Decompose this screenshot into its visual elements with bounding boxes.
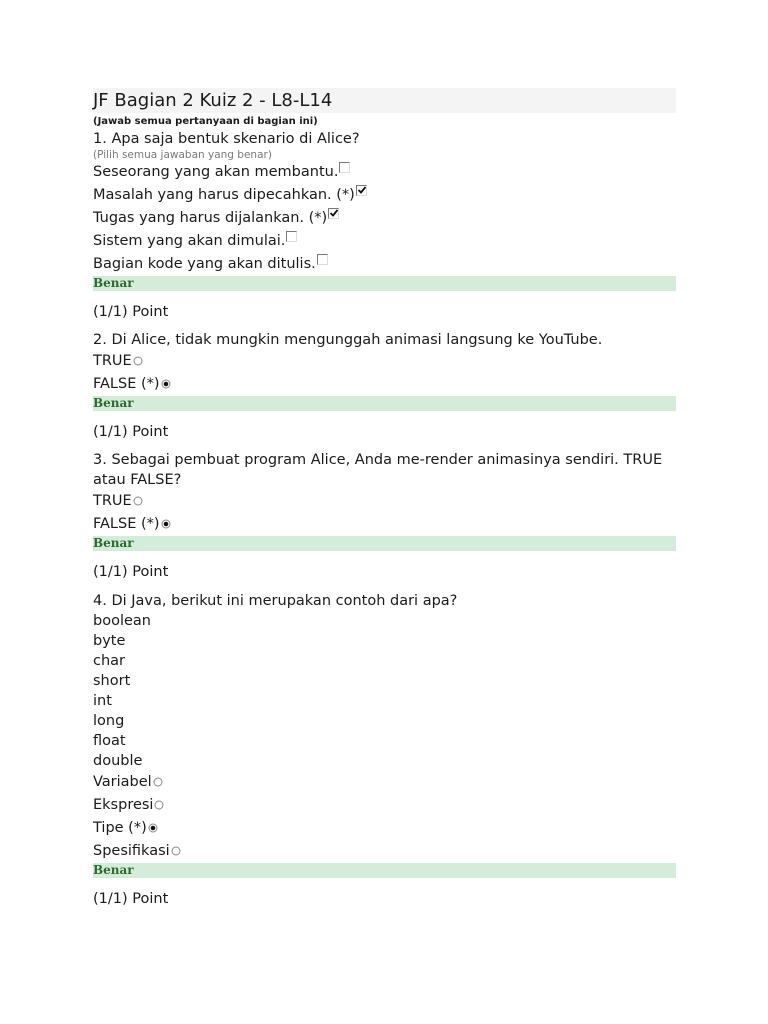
- answer-option[interactable]: [93, 161, 676, 184]
- question-1: [93, 129, 676, 322]
- question-4-point: (1/1) Point: [93, 891, 169, 907]
- answer-option-label: Ekspresi: [93, 797, 154, 813]
- quiz-title: JF Bagian 2 Kuiz 2 - L8-L14: [93, 88, 676, 113]
- question-2-point: (1/1) Point: [93, 424, 169, 440]
- question-1-hint: (Pilih semua jawaban yang benar): [93, 149, 272, 161]
- radio-icon[interactable]: [133, 351, 142, 360]
- answer-option-label: TRUE: [93, 493, 132, 509]
- question-4-text: 4. Di Java, berikut ini merupakan contoh dari apa?: [93, 593, 458, 609]
- answer-option-label: FALSE (*): [93, 376, 160, 392]
- quiz-subtitle: (Jawab semua pertanyaan di bagian ini): [93, 116, 318, 127]
- type-list-item: double: [93, 753, 143, 769]
- type-list-item: boolean: [93, 613, 151, 629]
- type-list-item: char: [93, 653, 126, 669]
- checkbox-icon[interactable]: [286, 231, 297, 242]
- question-3-point: (1/1) Point: [93, 564, 169, 580]
- checkbox-icon[interactable]: [339, 162, 350, 173]
- radio-selected-icon[interactable]: [148, 818, 157, 827]
- answer-option[interactable]: [93, 840, 676, 863]
- answer-option[interactable]: [93, 253, 676, 276]
- answer-option-label: Tugas yang harus dijalankan. (*): [93, 210, 328, 226]
- checkmark-icon: [329, 208, 339, 218]
- answer-option-label: Masalah yang harus dipecahkan. (*): [93, 187, 355, 203]
- question-3-result: Benar: [93, 536, 676, 551]
- question-4-options: [93, 771, 676, 863]
- question-4-type-list: [93, 611, 676, 771]
- answer-option[interactable]: [93, 513, 676, 536]
- type-list-item: long: [93, 713, 125, 729]
- answer-option-label: Seseorang yang akan membantu.: [93, 164, 339, 180]
- type-list-item: byte: [93, 633, 126, 649]
- question-4: [93, 591, 676, 909]
- answer-option[interactable]: [93, 794, 676, 817]
- question-2-text: 2. Di Alice, tidak mungkin mengunggah animasi langsung ke YouTube.: [93, 332, 603, 348]
- radio-icon[interactable]: [154, 795, 163, 804]
- radio-icon[interactable]: [171, 841, 180, 850]
- checkbox-checked-icon[interactable]: [328, 208, 339, 219]
- answer-option[interactable]: [93, 771, 676, 794]
- answer-option-label: TRUE: [93, 353, 132, 369]
- answer-option-label: Sistem yang akan dimulai.: [93, 233, 286, 249]
- answer-option[interactable]: [93, 230, 676, 253]
- checkmark-icon: [357, 185, 367, 195]
- question-3-text-line2: atau FALSE?: [93, 472, 182, 488]
- radio-selected-icon[interactable]: [161, 514, 170, 523]
- question-2-result: Benar: [93, 396, 676, 411]
- checkbox-icon[interactable]: [317, 254, 328, 265]
- quiz-page: [93, 88, 676, 909]
- question-4-result: Benar: [93, 863, 676, 878]
- answer-option[interactable]: [93, 350, 676, 373]
- answer-option[interactable]: [93, 490, 676, 513]
- type-list-item: int: [93, 693, 112, 709]
- question-2: [93, 330, 676, 442]
- answer-option-label: Spesifikasi: [93, 843, 170, 859]
- answer-option-label: Bagian kode yang akan ditulis.: [93, 256, 316, 272]
- answer-option[interactable]: [93, 817, 676, 840]
- type-list-item: float: [93, 733, 126, 749]
- question-1-text: 1. Apa saja bentuk skenario di Alice?: [93, 131, 360, 147]
- checkbox-checked-icon[interactable]: [356, 185, 367, 196]
- answer-option-label: FALSE (*): [93, 516, 160, 532]
- question-3-text-line1: 3. Sebagai pembuat program Alice, Anda me-render animasinya sendiri. TRUE: [93, 452, 663, 468]
- question-3-options: [93, 490, 676, 536]
- answer-option-label: Variabel: [93, 774, 152, 790]
- question-2-options: [93, 350, 676, 396]
- answer-option[interactable]: [93, 207, 676, 230]
- question-3: [93, 450, 676, 582]
- answer-option-label: Tipe (*): [93, 820, 147, 836]
- question-1-result: Benar: [93, 276, 676, 291]
- radio-icon[interactable]: [133, 491, 142, 500]
- question-1-point: (1/1) Point: [93, 304, 169, 320]
- question-1-options: [93, 161, 676, 276]
- radio-selected-icon[interactable]: [161, 374, 170, 383]
- radio-icon[interactable]: [153, 772, 162, 781]
- answer-option[interactable]: [93, 373, 676, 396]
- type-list-item: short: [93, 673, 131, 689]
- answer-option[interactable]: [93, 184, 676, 207]
